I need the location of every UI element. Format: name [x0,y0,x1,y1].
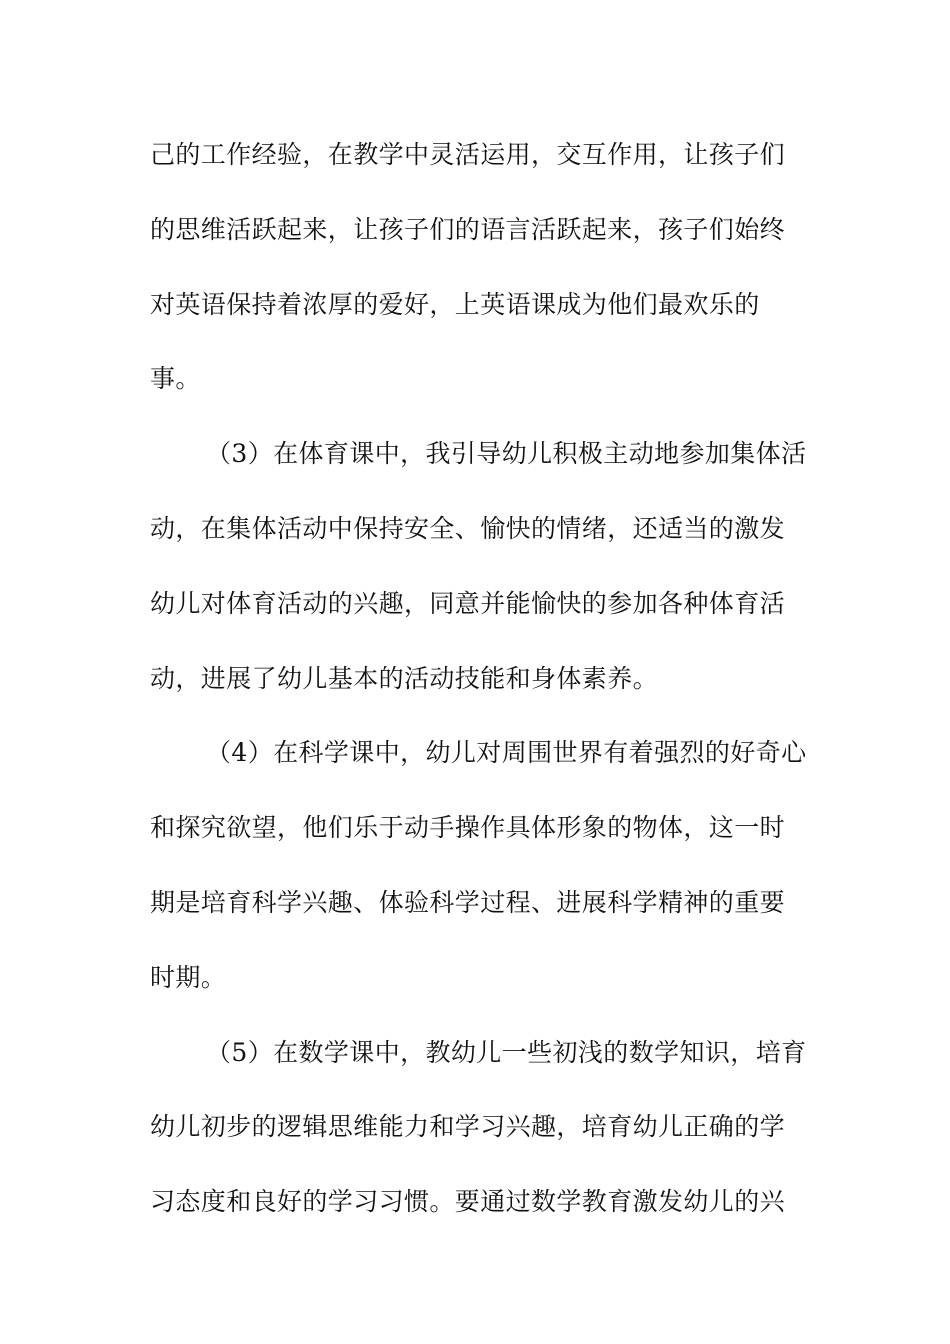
text-line: 和探究欲望，他们乐于动手操作具体形象的物体，这一时 [150,813,786,843]
text-line: 动，在集体活动中保持安全、愉快的情绪，还适当的激发 [150,513,786,543]
text-line: 己的工作经验，在教学中灵活运用，交互作用，让孩子们 [150,140,786,169]
text-line: 幼儿对体育活动的兴趣，同意并能愉快的参加各种体育活 [150,588,786,618]
document-body [150,118,810,1240]
text-line: 动，进展了幼儿基本的活动技能和身体素养。 [150,663,659,693]
paragraph-start-line: （4）在科学课中，幼儿对周围世界有着强烈的好奇心 [206,738,807,768]
text-line: 幼儿初步的逻辑思维能力和学习兴趣，培育幼儿正确的学 [150,1112,786,1142]
text-line: 期是培育科学兴趣、体验科学过程、进展科学精神的重要 [150,887,786,917]
text-line: 的思维活跃起来，让孩子们的语言活跃起来，孩子们始终 [150,214,786,244]
paragraph-start-line: （3）在体育课中，我引导幼儿积极主动地参加集体活 [206,439,807,469]
text-line: 对英语保持着浓厚的爱好，上英语课成为他们最欢乐的 [150,289,760,319]
text-line: 习态度和良好的学习习惯。要通过数学教育激发幼儿的兴 [150,1187,786,1217]
paragraph-start-line: （5）在数学课中，教幼儿一些初浅的数学知识，培育 [206,1037,807,1067]
text-line: 时期。 [150,962,227,992]
text-line: 事。 [150,364,201,394]
